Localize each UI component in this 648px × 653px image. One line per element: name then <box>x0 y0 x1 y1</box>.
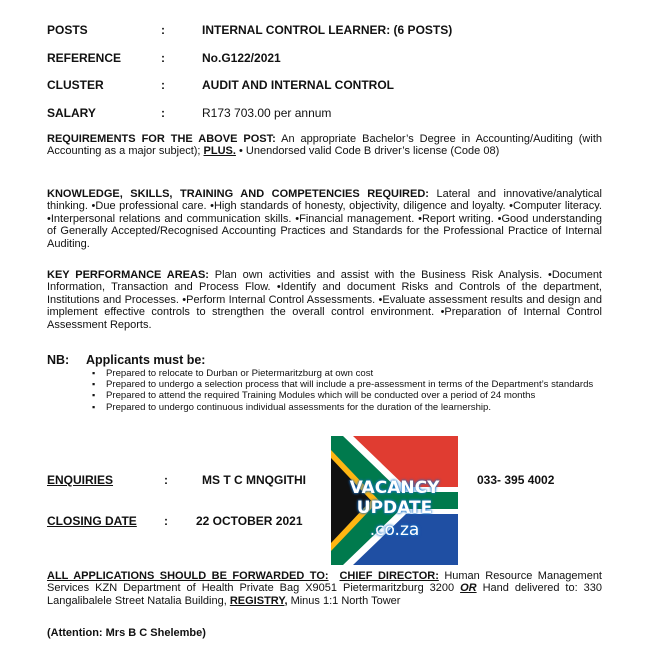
requirements-plus: PLUS. <box>203 145 236 158</box>
attention-line: (Attention: Mrs B C Shelembe) <box>47 627 206 639</box>
enquiries-phone: 033- 395 4002 <box>477 473 555 487</box>
vacancy-update-logo <box>331 436 458 565</box>
reference-label: REFERENCE <box>47 51 122 65</box>
badge-line-update: UPDATE <box>356 498 433 518</box>
requirements-text: An appropriate Bachelor’s Degree in Accounting/Auditing (with Accounting as a major subject); <box>47 133 602 158</box>
cluster-colon: : <box>161 78 165 92</box>
applications-paragraph <box>47 570 602 607</box>
knowledge-paragraph <box>47 188 602 250</box>
kpa-heading: KEY PERFORMANCE AREAS: <box>47 269 209 281</box>
knowledge-heading: KNOWLEDGE, SKILLS, TRAINING AND COMPETENCIES REQUIRED: <box>47 188 429 200</box>
reference-colon: : <box>161 51 165 65</box>
closing-date-value: 22 OCTOBER 2021 <box>196 514 303 528</box>
posts-colon: : <box>161 23 165 37</box>
requirements-paragraph <box>47 133 602 158</box>
knowledge-text: Lateral and innovative/analytical thinking. •Due professional care. •High standards of honesty, objectivity, diligence and loyalty. •Computer literacy. •Interpersonal relations and communication skills. •Financial management. •Report writing. •Good understanding of Generally Accepted/Recognised Accounting Practices and Standards for the Professional Practice of Internal Auditing. <box>47 188 602 250</box>
salary-label: SALARY <box>47 106 96 120</box>
badge-line-domain: .co.za <box>369 520 420 540</box>
chief-director-label: CHIEF DIRECTOR: <box>339 570 439 582</box>
enquiries-colon: : <box>164 473 168 487</box>
applications-address: Human Resource Management Services KZN Department of Health Private Bag X9051 Pietermaritzburg 3200 <box>47 570 602 595</box>
requirements-heading: REQUIREMENTS FOR THE ABOVE POST: <box>47 133 276 145</box>
posts-label: POSTS <box>47 23 88 37</box>
cluster-label: CLUSTER <box>47 78 104 92</box>
applications-tower: Minus 1:1 North Tower <box>287 594 401 607</box>
kpa-paragraph <box>47 269 602 331</box>
salary-colon: : <box>161 106 165 120</box>
nb-list <box>92 368 603 413</box>
closing-date-label: CLOSING DATE <box>47 514 137 528</box>
applications-registry: REGISTRY, <box>229 594 288 607</box>
applications-hand-delivery: Hand delivered to: 330 Langalibalele Street Natalia Building, <box>47 582 602 607</box>
kpa-text: Plan own activities and assist with the Business Risk Analysis. •Document Information, Transaction and Process Flow. •Identify and document Risks and Controls of the department, Institutions and Processes. •Perform Internal Control Assessments. •Evaluate assessment results and design and implement effective controls to strengthen the overall control environment. •Preparation of Internal Control Assessment Reports. <box>47 269 602 331</box>
nb-item: ▪ Prepared to attend the required Training Modules which will be conducted over a period of 24 months <box>92 390 603 401</box>
closing-date-colon: : <box>164 514 168 528</box>
nb-item: ▪ Prepared to undergo a selection process that will include a pre-assessment in terms of the Department’s standards <box>92 379 603 390</box>
applications-heading: ALL APPLICATIONS SHOULD BE FORWARDED TO: <box>47 570 329 582</box>
applications-or: OR <box>460 582 477 595</box>
reference-value: No.G122/2021 <box>202 51 281 65</box>
cluster-value: AUDIT AND INTERNAL CONTROL <box>202 78 394 92</box>
posts-value: INTERNAL CONTROL LEARNER: (6 POSTS) <box>202 23 453 37</box>
nb-item: ▪ Prepared to undergo continuous individual assessments for the duration of the learnership. <box>92 402 603 413</box>
nb-label: NB: <box>47 353 70 367</box>
enquiries-name: MS T C MNQGITHI <box>202 473 306 487</box>
nb-item: ▪ Prepared to relocate to Durban or Pietermaritzburg at own cost <box>92 368 603 379</box>
nb-heading: Applicants must be: <box>86 353 206 367</box>
enquiries-label: ENQUIRIES <box>47 473 114 487</box>
requirements-license: • Unendorsed valid Code B driver’s license (Code 08) <box>235 145 500 158</box>
badge-line-vacancy: VACANCY <box>349 478 440 498</box>
salary-value: R173 703.00 per annum <box>202 106 332 120</box>
